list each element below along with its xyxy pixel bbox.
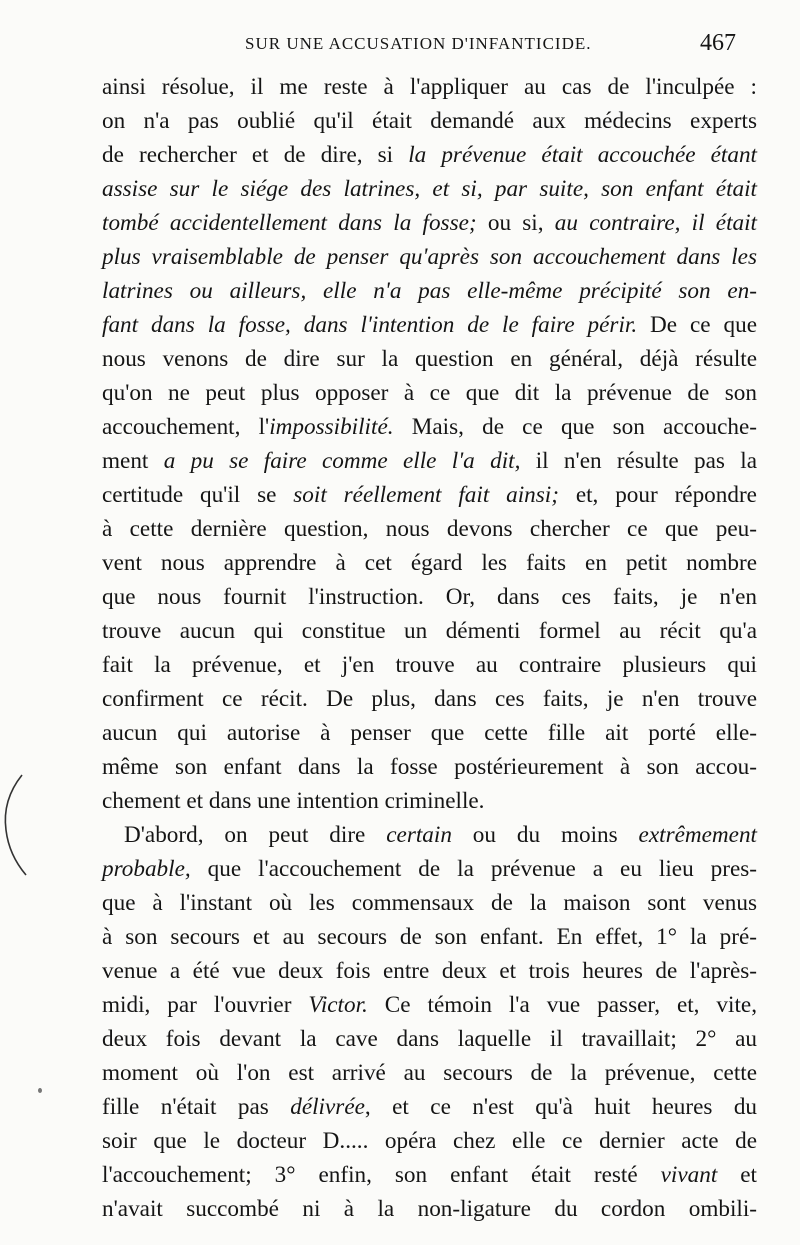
text-run: ou si, — [476, 210, 555, 236]
text-line — [102, 818, 757, 852]
italic-text: délivrée — [290, 1094, 365, 1120]
italic-text: impossibilité. — [269, 414, 394, 440]
italic-text: soit réellement fait ainsi; — [293, 482, 559, 508]
italic-text: fant dans la fosse, dans l'intention de le faire périr. — [102, 312, 638, 338]
text-line — [102, 206, 757, 240]
text-line — [102, 920, 757, 954]
text-line — [102, 954, 757, 988]
margin-dot — [38, 1088, 42, 1093]
text-run: confirment ce récit. De plus, dans ces faits, je n'en trouve — [102, 686, 757, 712]
text-line — [102, 410, 757, 444]
text-run: certitude qu'il se — [102, 482, 294, 508]
text-run: moment où l'on est arrivé au secours de la prévenue, cette — [102, 1060, 757, 1086]
text-run: deux fois devant la cave dans laquelle il travaillait; 2° au — [102, 1026, 757, 1052]
italic-text: certain — [386, 822, 452, 848]
text-line — [102, 512, 757, 546]
text-run: que nous fournit l'instruction. Or, dans ces faits, je n'en — [102, 584, 757, 610]
text-run: n'avait succombé ni à la non-ligature du cordon ombili- — [102, 1196, 757, 1222]
text-line — [102, 104, 757, 138]
text-line — [102, 240, 757, 274]
text-run: De ce que — [637, 312, 757, 338]
page-number: 467 — [700, 30, 736, 56]
text-line — [102, 988, 757, 1022]
text-line — [102, 546, 757, 580]
text-line — [102, 750, 757, 784]
text-line — [102, 138, 757, 172]
text-run: il n'en résulte pas la — [520, 448, 757, 474]
text-run: aucun qui autorise à penser que cette fille ait porté elle- — [102, 720, 757, 746]
text-run: on n'a pas oublié qu'il était demandé aux médecins experts — [102, 108, 757, 134]
text-run: l'accouchement; 3° enfin, son enfant était resté — [102, 1162, 661, 1188]
text-line — [102, 1158, 757, 1192]
text-line — [102, 1056, 757, 1090]
italic-text: extrêmement — [638, 822, 757, 848]
text-line — [102, 1022, 757, 1056]
text-line — [102, 308, 757, 342]
italic-text: au contraire, il était — [554, 210, 757, 236]
text-run: fille n'était pas — [102, 1094, 291, 1120]
text-run: trouve aucun qui constitue un démenti formel au récit qu'a — [102, 618, 757, 644]
text-line — [102, 376, 757, 410]
text-run: ment — [102, 448, 164, 474]
italic-text: vivant — [660, 1162, 718, 1188]
body-text — [102, 70, 757, 1226]
text-run: chement et dans une intention criminelle. — [102, 788, 485, 814]
text-run: nous venons de dire sur la question en général, déjà résulte — [102, 346, 757, 372]
italic-text: tombé accidentellement dans la fosse; — [102, 210, 477, 236]
text-run: de rechercher et de dire, si — [102, 142, 409, 168]
text-run: que à l'instant où les commensaux de la maison sont venus — [102, 890, 757, 916]
text-line — [102, 886, 757, 920]
text-run: accouchement, l' — [102, 414, 270, 440]
text-line — [102, 274, 757, 308]
text-run: , et ce n'est qu'à huit heures du — [364, 1094, 758, 1120]
text-line — [102, 852, 757, 886]
italic-text: Victor. — [308, 992, 368, 1018]
text-line — [102, 1124, 757, 1158]
italic-text: a pu se faire comme elle l'a dit, — [163, 448, 521, 474]
text-line — [102, 1192, 757, 1226]
italic-text: probable, — [102, 856, 191, 882]
text-line — [102, 716, 757, 750]
text-line — [102, 70, 757, 104]
text-run: Mais, de ce que son accouche- — [393, 414, 757, 440]
text-line — [102, 648, 757, 682]
text-run: Ce témoin l'a vue passer, et, vite, — [367, 992, 757, 1018]
text-run: D'abord, on peut dire — [124, 822, 387, 848]
text-line — [102, 784, 757, 818]
text-line — [102, 172, 757, 206]
text-run: et — [717, 1162, 757, 1188]
text-run: vent nous apprendre à cet égard les faits en petit nombre — [102, 550, 757, 576]
text-run: qu'on ne peut plus opposer à ce que dit la prévenue de son — [102, 380, 757, 406]
text-line — [102, 682, 757, 716]
text-run: fait la prévenue, et j'en trouve au contraire plusieurs qui — [102, 652, 757, 678]
italic-text: latrines ou ailleurs, elle n'a pas elle-même précipité son en- — [102, 278, 757, 304]
italic-text: assise sur le siége des latrines, et si, par suite, son enfant était — [102, 176, 757, 202]
text-run: que l'accouchement de la prévenue a eu lieu pres- — [190, 856, 757, 882]
text-run: midi, par l'ouvrier — [102, 992, 309, 1018]
italic-text: la prévenue était accouchée étant — [408, 142, 757, 168]
text-run: soir que le docteur D..... opéra chez elle ce dernier acte de — [102, 1128, 757, 1154]
italic-text: plus vraisemblable de penser qu'après son accouchement dans les — [102, 244, 757, 270]
text-run: venue a été vue deux fois entre deux et trois heures de l'après- — [102, 958, 757, 984]
text-run: ou du moins — [451, 822, 639, 848]
text-run: même son enfant dans la fosse postérieurement à son accou- — [102, 754, 757, 780]
text-line — [102, 342, 757, 376]
running-title: SUR UNE ACCUSATION D'INFANTICIDE. — [245, 34, 592, 53]
text-line — [102, 580, 757, 614]
text-line — [102, 1090, 757, 1124]
text-line — [102, 478, 757, 512]
text-run: et, pour répondre — [558, 482, 757, 508]
text-run: à son secours et au secours de son enfant. En effet, 1° la pré- — [102, 924, 757, 950]
text-line — [102, 444, 757, 478]
text-line — [102, 614, 757, 648]
margin-pencil-mark — [0, 770, 40, 880]
text-run: ainsi résolue, il me reste à l'appliquer au cas de l'inculpée : — [102, 74, 757, 100]
text-run: à cette dernière question, nous devons chercher ce que peu- — [102, 516, 757, 542]
